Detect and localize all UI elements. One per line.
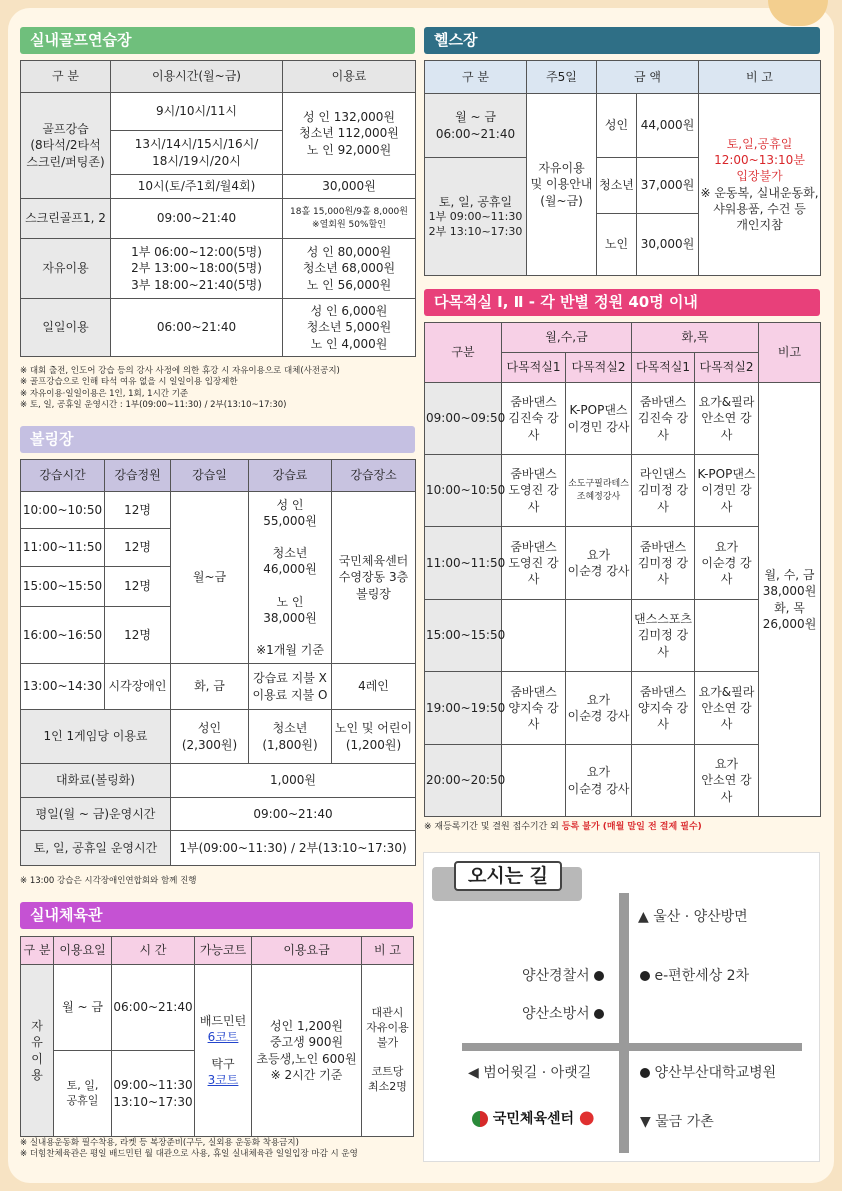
- fitness-usage: 자유이용 및 이용안내 (월~금): [527, 94, 597, 276]
- badminton-label: 배드민턴: [199, 1014, 247, 1029]
- fitness-weekday: 월 ~ 금 06:00~21:40: [425, 94, 527, 158]
- multi-cell: 요가 이순경 강사: [695, 527, 759, 600]
- bowling-section-title: 볼링장: [20, 426, 415, 453]
- multi-cell: [566, 600, 632, 672]
- bowling-game-youth: 청소년 (1,800원): [249, 710, 332, 764]
- multi-header-tt: 화,목: [632, 323, 759, 353]
- bowling-capacity-2: 12명: [105, 529, 171, 567]
- multipurpose-note-warning: 등록 불가 (매월 말일 전 결제 필수): [561, 822, 702, 832]
- bowling-time-5: 13:00~14:30: [21, 664, 105, 710]
- location-pin-icon: ●: [578, 1107, 595, 1128]
- gym-header-category: 구 분: [21, 937, 54, 965]
- fitness-weekend: [425, 158, 527, 276]
- map-center-text: 국민체육센터: [492, 1111, 575, 1127]
- gym-notes: ※ 실내용운동화 필수착용, 라켓 등 복장준비(구두, 실외용 운동화 착용금지) ※ 더힘찬체육관은 평일 배드민턴 월 대관으로 사용, 휴일 실내체육관 일일입장 마감 시 운영: [20, 1138, 358, 1160]
- multipurpose-section-title: 다목적실 Ⅰ, Ⅱ - 각 반별 정원 40명 이내: [424, 289, 820, 316]
- golf-notes: ※ 대회 출전, 인도어 강습 등의 강사 사정에 의한 휴강 시 자유이용으로 대체(사전공지) ※ 골프강습으로 인해 타석 여유 없을 시 일일이용 입장제한 ※ 자유이용·일일이용은 1인, 1회, 1시간 기준 ※ 토, 일, 공휴일 운영시간 : 1부(09:00~11:30) / 2부(13:10~17:30): [20, 366, 340, 411]
- fitness-remarks: [699, 94, 821, 276]
- bowling-game-adult: 성인 (2,300원): [171, 710, 249, 764]
- gym-remarks: 대관시 자유이용 불가 코트당 최소2명: [362, 965, 414, 1137]
- golf-daily-category: 일일이용: [21, 299, 111, 357]
- golf-free-category: 자유이용: [21, 239, 111, 299]
- bowling-header-capacity: 강습정원: [105, 460, 171, 492]
- bowling-fee: 성 인 55,000원 청소년 46,000원 노 인 38,000원 ※1개월 기준: [249, 492, 332, 664]
- golf-lesson-time-pm: 13시/14시/15시/16시/ 18시/19시/20시: [111, 131, 283, 175]
- badminton-courts: 6코트: [207, 1030, 239, 1045]
- fitness-senior-fee: 30,000원: [637, 214, 699, 276]
- multi-cell: 라인댄스 김미정 강사: [632, 455, 695, 527]
- golf-lesson-time-am: 9시/10시/11시: [111, 93, 283, 131]
- multi-remarks: 월, 수, 금 38,000원 화, 목 26,000원: [759, 383, 821, 817]
- multipurpose-note-text: ※ 재등록기간 및 결원 접수기간 외: [424, 822, 559, 832]
- golf-header-fee: 이용료: [283, 61, 416, 93]
- multi-room1-mwf: 다목적실1: [502, 353, 566, 383]
- golf-lesson-category: 골프강습 (8타석/2타석 스크린/퍼팅존): [21, 93, 111, 199]
- multi-cell: 요가 이순경 강사: [566, 745, 632, 817]
- gym-header-fee: 이용요금: [252, 937, 362, 965]
- fitness-header-days: 주5일: [527, 61, 597, 94]
- golf-free-time: 1부 06:00~12:00(5명) 2부 13:00~18:00(5명) 3부 18:00~21:40(5명): [111, 239, 283, 299]
- multi-time-5: 19:00~19:50: [425, 672, 502, 745]
- map-hospital-dot: [640, 1068, 650, 1078]
- fitness-youth-label: 청소년: [597, 158, 637, 214]
- gym-weekend: 토, 일, 공휴일: [54, 1051, 112, 1137]
- bowling-weekday-label: 평일(월 ~ 금)운영시간: [21, 798, 171, 831]
- multi-header-mwf: 월,수,금: [502, 323, 632, 353]
- multi-cell: 줌바댄스 도영진 강사: [502, 527, 566, 600]
- golf-header-category: 구 분: [21, 61, 111, 93]
- tabletennis-label: 탁구: [211, 1056, 235, 1071]
- fitness-table: [424, 60, 821, 276]
- bowling-capacity-5: 시각장애인: [105, 664, 171, 710]
- map-apartment-label: [640, 965, 749, 985]
- directions-map: [423, 852, 820, 1162]
- fitness-senior-label: 노인: [597, 214, 637, 276]
- multi-cell: 소도구필라테스 조혜정강사: [566, 455, 632, 527]
- fitness-section-title: 헬스장: [424, 27, 820, 54]
- map-south-label: ▼ 물금 가촌: [640, 1114, 714, 1130]
- bowling-table: [20, 459, 416, 866]
- map-apartment-text: e-편한세상 2차: [654, 968, 750, 984]
- bowling-game-label: 1인 1게임당 이용료: [21, 710, 171, 764]
- gym-weekday-time: 06:00~21:40: [112, 965, 195, 1051]
- multi-cell: [502, 745, 566, 817]
- gym-header-court: 가능코트: [195, 937, 252, 965]
- multi-cell: 요가 이순경 강사: [566, 672, 632, 745]
- tabletennis-courts: 3코트: [207, 1072, 239, 1087]
- bowling-shoes-label: 대화료(볼링화): [21, 764, 171, 798]
- fitness-header-remarks: 비 고: [699, 61, 821, 94]
- map-apartment-dot: [640, 971, 650, 981]
- gym-fee: 성인 1,200원 중고생 900원 초등생,노인 600원 ※ 2시간 기준: [252, 965, 362, 1137]
- multi-header-category: 구분: [425, 323, 502, 383]
- multi-cell: K-POP댄스 이경민 강사: [695, 455, 759, 527]
- gym-section-title: 실내체육관: [20, 902, 413, 929]
- gym-weekday: 월 ~ 금: [54, 965, 112, 1051]
- fitness-adult-fee: 44,000원: [637, 94, 699, 158]
- bowling-place-5: 4레인: [332, 664, 416, 710]
- multi-cell: 댄스스포츠 김미정 강사: [632, 600, 695, 672]
- golf-screen-fee: 18홀 15,000원/9홀 8,000원 ※열회원 50%할인: [283, 199, 416, 239]
- bowling-capacity-4: 12명: [105, 607, 171, 664]
- multi-time-2: 10:00~10:50: [425, 455, 502, 527]
- golf-header-time: 이용시간(월~금): [111, 61, 283, 93]
- map-police-dot: [594, 971, 604, 981]
- fitness-closed-notice: 토,일,공휴일 12:00~13:10분 입장불가: [714, 136, 805, 184]
- multi-cell: K-POP댄스 이경민 강사: [566, 383, 632, 455]
- multi-time-4: 15:00~15:50: [425, 600, 502, 672]
- bowling-capacity-1: 12명: [105, 492, 171, 529]
- golf-daily-fee: 성 인 6,000원 청소년 5,000원 노 인 4,000원: [283, 299, 416, 357]
- map-north-label: ▲ 울산 · 양산방면: [638, 909, 748, 925]
- multi-cell: 요가 안소연 강사: [695, 745, 759, 817]
- multi-cell: 줌바댄스 양지숙 강사: [632, 672, 695, 745]
- gym-header-remarks: 비 고: [362, 937, 414, 965]
- multi-cell: 요가&필라 안소연 강사: [695, 383, 759, 455]
- map-title: 오시는 길: [454, 861, 562, 891]
- bowling-header-place: 강습장소: [332, 460, 416, 492]
- map-police-text: 양산경찰서: [522, 968, 590, 984]
- bowling-time-4: 16:00~16:50: [21, 607, 105, 664]
- golf-weekend-fee: 30,000원: [283, 175, 416, 199]
- multi-room2-mwf: 다목적실2: [566, 353, 632, 383]
- multi-time-1: 09:00~09:50: [425, 383, 502, 455]
- gym-table: [20, 936, 414, 1137]
- fitness-youth-fee: 37,000원: [637, 158, 699, 214]
- map-hospital-label: [640, 1062, 776, 1082]
- bowling-note: ※ 13:00 강습은 시각장애인연합회와 함께 진행: [20, 876, 197, 886]
- fitness-weekend-label: 토, 일, 공휴일: [438, 194, 513, 209]
- bowling-header-fee: 강습료: [249, 460, 332, 492]
- bowling-header-time: 강습시간: [21, 460, 105, 492]
- multi-room2-tt: 다목적실2: [695, 353, 759, 383]
- multi-cell: [632, 745, 695, 817]
- road-vertical: [619, 893, 629, 1153]
- fitness-header-amount: 금 액: [597, 61, 699, 94]
- road-horizontal: [462, 1043, 802, 1051]
- multi-time-6: 20:00~20:50: [425, 745, 502, 817]
- bowling-time-2: 11:00~11:50: [21, 529, 105, 567]
- map-fire-text: 양산소방서: [522, 1006, 590, 1022]
- bowling-day: 월~금: [171, 492, 249, 664]
- center-logo-icon: [472, 1111, 488, 1127]
- bowling-weekday-hours: 09:00~21:40: [171, 798, 416, 831]
- map-center-label: [472, 1107, 595, 1128]
- bowling-place: 국민체육센터 수영장동 3층 볼링장: [332, 492, 416, 664]
- golf-daily-time: 06:00~21:40: [111, 299, 283, 357]
- bowling-time-1: 10:00~10:50: [21, 492, 105, 529]
- fitness-bring-notice: ※ 운동복, 실내운동화, 샤워용품, 수건 등 개인지참: [700, 185, 819, 232]
- fitness-header-category: 구 분: [425, 61, 527, 94]
- multi-cell: 요가&필라 안소연 강사: [695, 672, 759, 745]
- multi-room1-tt: 다목적실1: [632, 353, 695, 383]
- multi-cell: 줌바댄스 양지숙 강사: [502, 672, 566, 745]
- fitness-weekend-hours: 1부 09:00~11:30 2부 13:10~17:30: [428, 209, 523, 238]
- gym-header-day: 이용요일: [54, 937, 112, 965]
- golf-table: [20, 60, 416, 357]
- gym-weekend-time: 09:00~11:30 13:10~17:30: [112, 1051, 195, 1137]
- golf-screen-category: 스크린골프1, 2: [21, 199, 111, 239]
- golf-lesson-fee: 성 인 132,000원 청소년 112,000원 노 인 92,000원: [283, 93, 416, 175]
- bowling-time-3: 15:00~15:50: [21, 567, 105, 607]
- gym-category: 자 유 이 용: [21, 965, 54, 1137]
- gym-courts: [195, 965, 252, 1137]
- map-hospital-text: 양산부산대학교병원: [654, 1065, 777, 1081]
- map-west-label: ◀ 범어윗길 · 아랫길: [468, 1065, 592, 1081]
- multi-time-3: 11:00~11:50: [425, 527, 502, 600]
- golf-free-fee: 성 인 80,000원 청소년 68,000원 노 인 56,000원: [283, 239, 416, 299]
- bowling-game-senior: 노인 및 어린이 (1,200원): [332, 710, 416, 764]
- golf-section-title: 실내골프연습장: [20, 27, 415, 54]
- multi-cell: 줌바댄스 김진숙 강사: [502, 383, 566, 455]
- multi-cell: 요가 이순경 강사: [566, 527, 632, 600]
- gym-header-time: 시 간: [112, 937, 195, 965]
- bowling-fee-5: 강습료 지불 X 이용료 지불 O: [249, 664, 332, 710]
- golf-screen-time: 09:00~21:40: [111, 199, 283, 239]
- bowling-capacity-3: 12명: [105, 567, 171, 607]
- multi-cell: 줌바댄스 김미정 강사: [632, 527, 695, 600]
- bowling-header-day: 강습일: [171, 460, 249, 492]
- multi-header-remarks: 비고: [759, 323, 821, 383]
- bowling-shoes-fee: 1,000원: [171, 764, 416, 798]
- fitness-adult-label: 성인: [597, 94, 637, 158]
- multipurpose-table: [424, 322, 821, 817]
- multipurpose-note: [424, 821, 824, 833]
- multi-cell: [502, 600, 566, 672]
- map-police-label: [522, 965, 604, 985]
- multi-cell: 줌바댄스 김진숙 강사: [632, 383, 695, 455]
- multi-cell: 줌바댄스 도영진 강사: [502, 455, 566, 527]
- golf-weekend-time: 10시(토/주1회/월4회): [111, 175, 283, 199]
- bowling-day-5: 화, 금: [171, 664, 249, 710]
- bowling-weekend-hours: 1부(09:00~11:30) / 2부(13:10~17:30): [171, 831, 416, 866]
- multi-cell: [695, 600, 759, 672]
- map-fire-dot: [594, 1009, 604, 1019]
- map-fire-label: [522, 1003, 604, 1023]
- bowling-weekend-label: 토, 일, 공휴일 운영시간: [21, 831, 171, 866]
